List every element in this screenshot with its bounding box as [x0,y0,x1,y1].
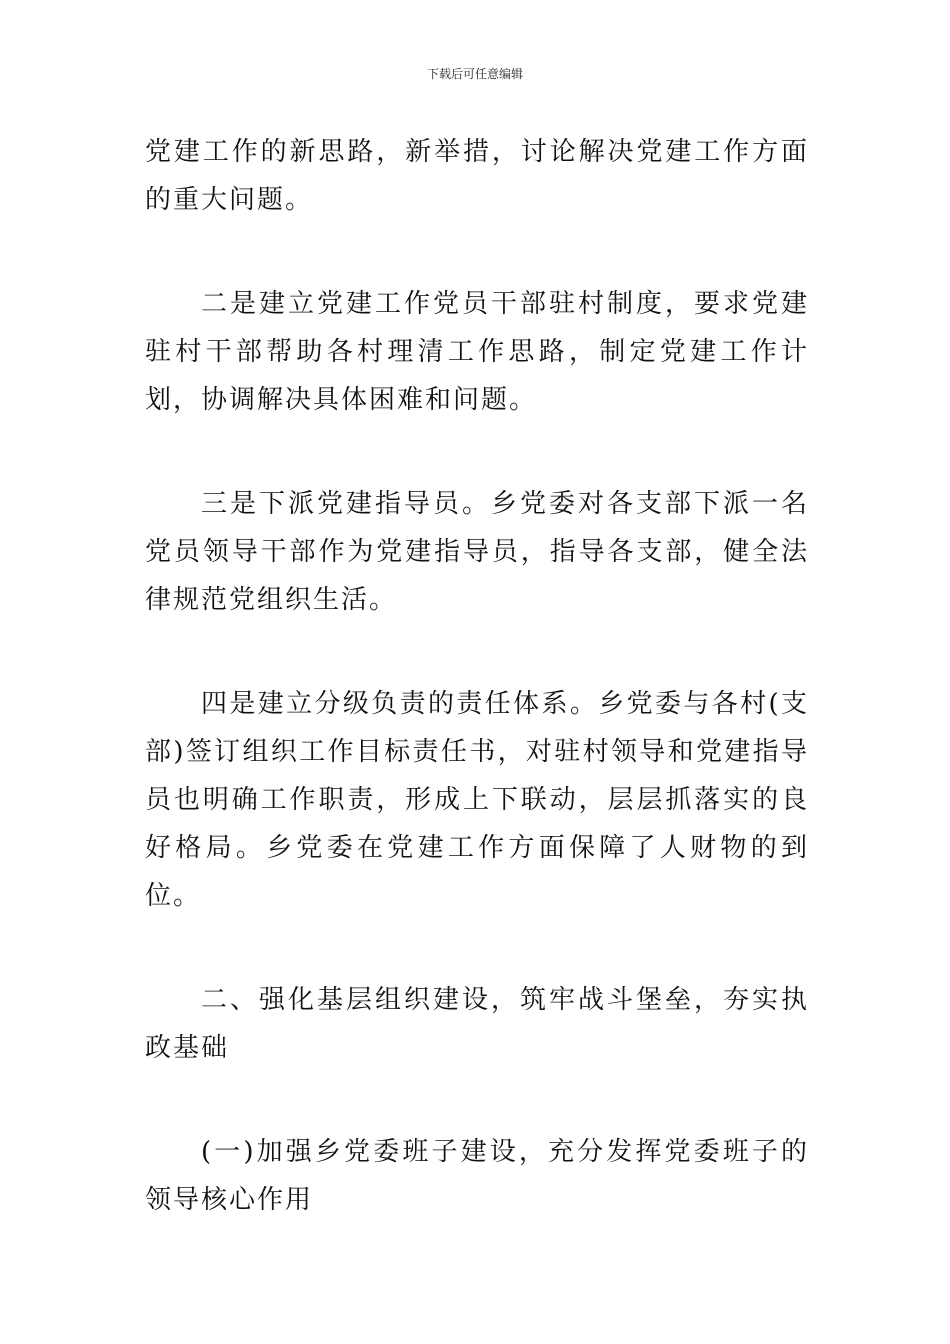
paragraph-continuation: 党建工作的新思路，新举措，讨论解决党建工作方面的重大问题。 [145,137,809,215]
page-header: 下载后可任意编辑 [426,67,523,81]
document-body [145,128,809,1224]
paragraph-item-2: 二是建立党建工作党员干部驻村制度，要求党建驻村干部帮助各村理清工作思路，制定党建工作计划，协调解决具体困难和问题。 [145,289,809,415]
paragraph-item-4: 四是建立分级负责的责任体系。乡党委与各村(支部)签订组织工作目标责任书，对驻村领导和党建指导员也明确工作职责，形成上下联动，层层抓落实的良好格局。乡党委在党建工作方面保障了人财物的到位。 [145,689,809,911]
paragraph-item-3: 三是下派党建指导员。乡党委对各支部下派一名党员领导干部作为党建指导员，指导各支部，健全法律规范党组织生活。 [145,489,809,615]
section-heading: 二、强化基层组织建设，筑牢战斗堡垒，夯实执政基础 [145,985,809,1063]
subsection-heading: (一)加强乡党委班子建设，充分发挥党委班子的领导核心作用 [145,1137,809,1215]
